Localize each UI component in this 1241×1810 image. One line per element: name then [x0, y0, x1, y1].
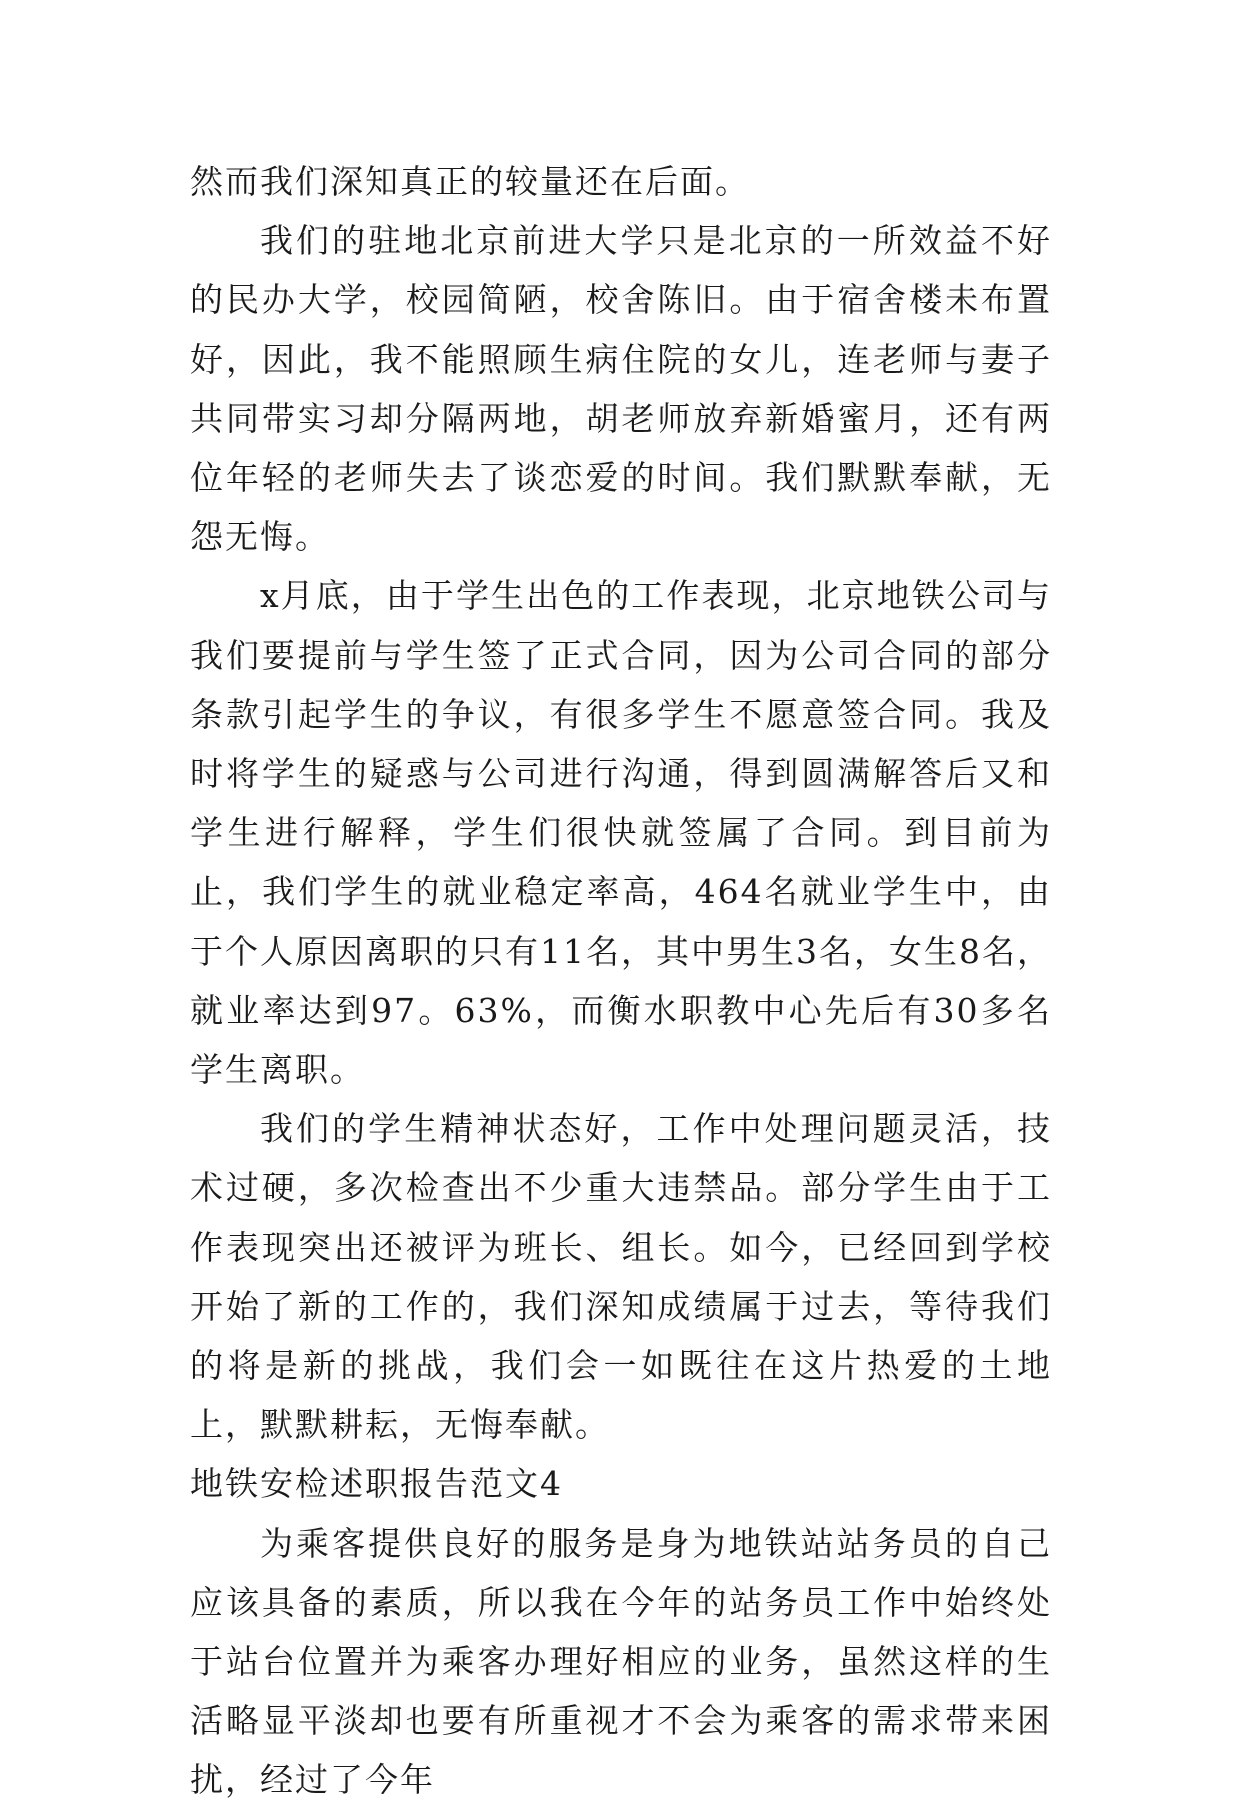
section-heading: 地铁安检述职报告范文4	[190, 1464, 563, 1504]
paragraph-service: 为乘客提供良好的服务是身为地铁站站务员的自己应该具备的素质，所以我在今年的站务员工作中始终处于站台位置并为乘客办理好相应的业务，虽然这样的生活略显平淡却也要有所重视才不会为乘客的需求带来困扰，经过了今年	[190, 1523, 1052, 1800]
paragraph-dormitory: 我们的驻地北京前进大学只是北京的一所效益不好的民办大学，校园简陋，校舍陈旧。由于宿舍楼未布置好，因此，我不能照顾生病住院的女儿，连老师与妻子共同带实习却分隔两地，胡老师放弃新婚蜜月，还有两位年轻的老师失去了谈恋爱的时间。我们默默奉献，无怨无悔。	[190, 221, 1052, 557]
paragraph-student-performance: 我们的学生精神状态好，工作中处理问题灵活，技术过硬，多次检查出不少重大违禁品。部分学生由于工作表现突出还被评为班长、组长。如今，已经回到学校开始了新的工作的，我们深知成绩属于过去，等待我们的将是新的挑战，我们会一如既往在这片热爱的土地上，默默耕耘，无悔奉献。	[190, 1109, 1052, 1445]
paragraph-contract: x月底，由于学生出色的工作表现，北京地铁公司与我们要提前与学生签了正式合同，因为公司合同的部分条款引起学生的争议，有很多学生不愿意签合同。我及时将学生的疑惑与公司进行沟通，得到圆满解答后又和学生进行解释，学生们很快就签属了合同。到目前为止，我们学生的就业稳定率高，464名就业学生中，由于个人原因离职的只有11名，其中男生3名，女生8名，就业率达到97。63%，而衡水职教中心先后有30多名学生离职。	[190, 576, 1052, 1090]
paragraph-continuation: 然而我们深知真正的较量还在后面。	[190, 162, 750, 201]
document-body	[190, 152, 1052, 1810]
